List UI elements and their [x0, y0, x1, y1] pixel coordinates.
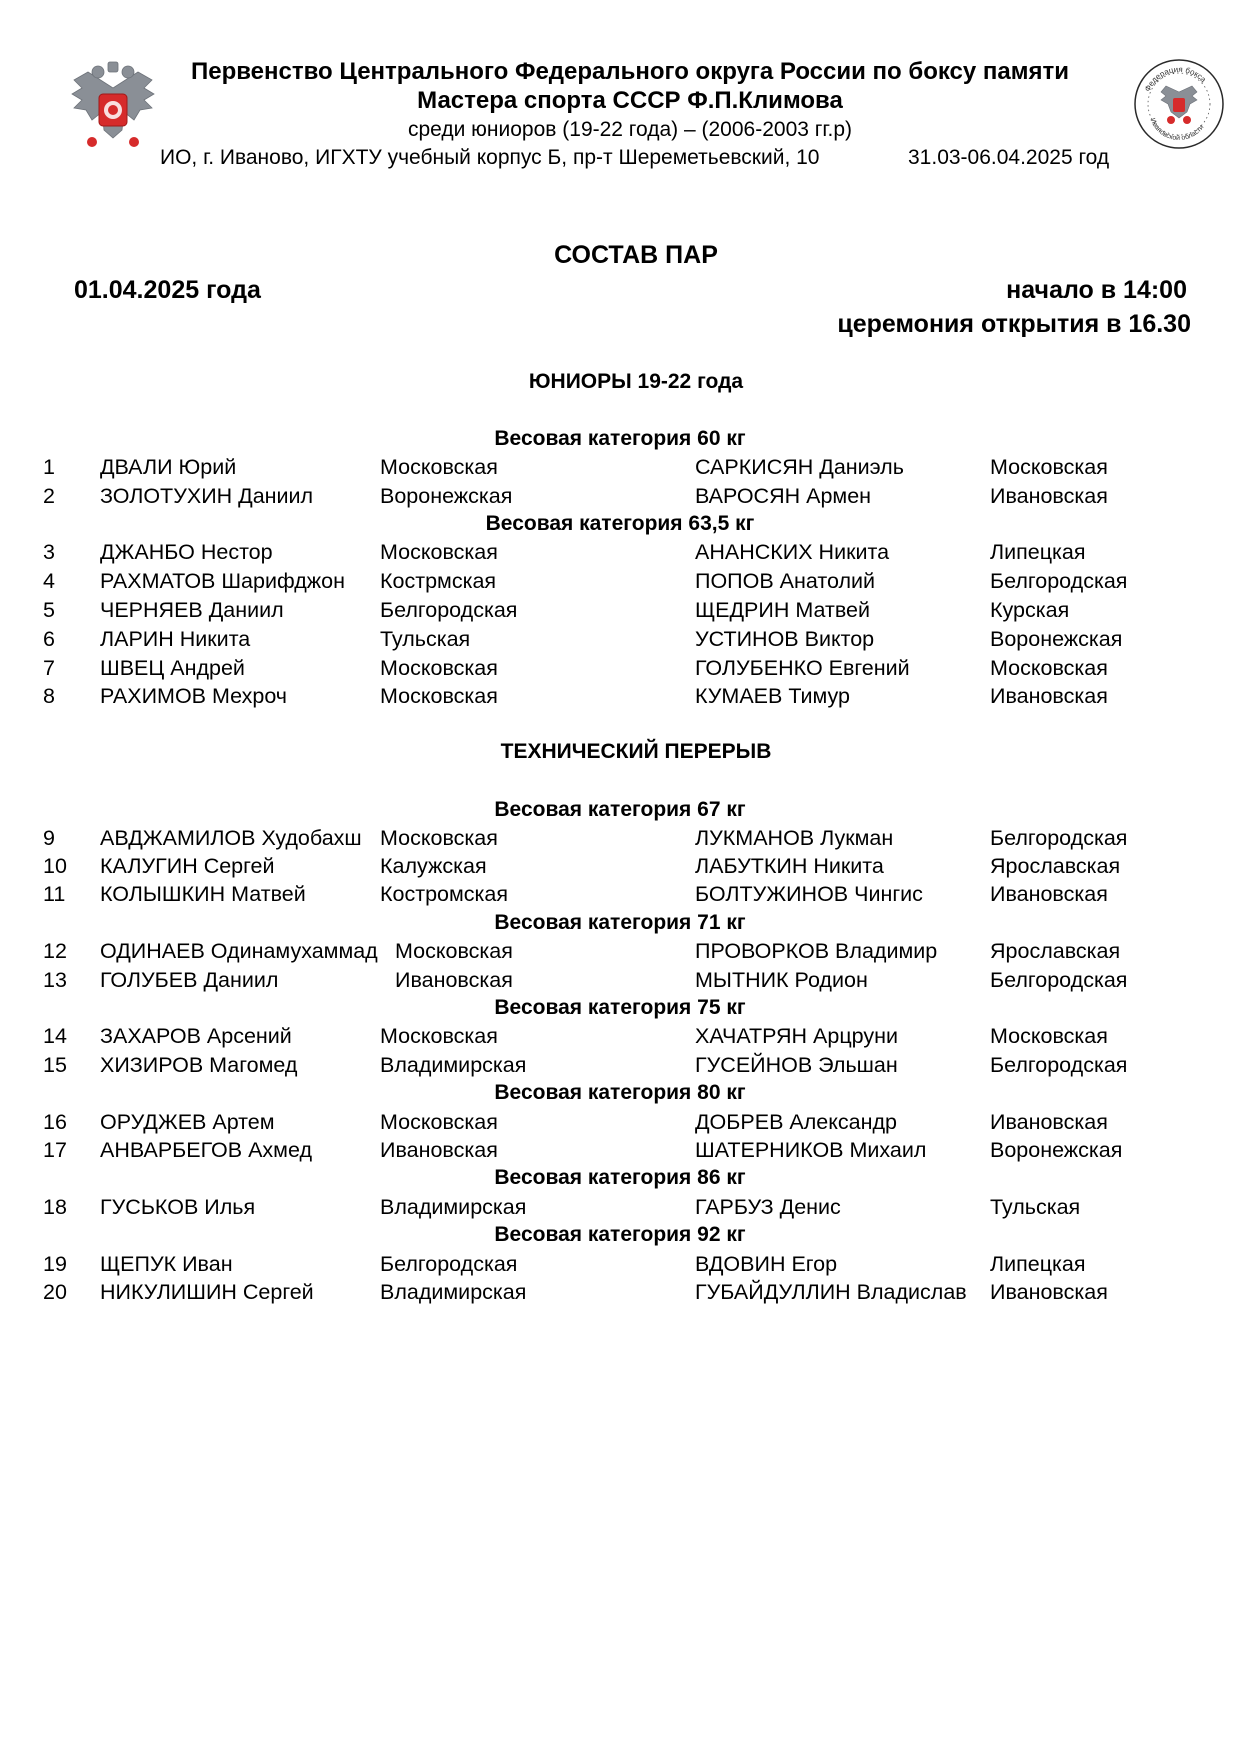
weight-category-heading: Весовая категория 71 кг [494, 911, 746, 934]
bout-number: 18 [43, 1195, 67, 1219]
bout-number: 11 [43, 882, 66, 906]
blue-corner-boxer: УСТИНОВ Виктор [695, 627, 875, 651]
red-corner-region: Московская [380, 656, 498, 680]
federation-emblem-left [68, 58, 158, 150]
red-corner-boxer: АНВАРБЕГОВ Ахмед [100, 1138, 312, 1162]
bout-number: 2 [43, 484, 55, 508]
bout-number: 16 [43, 1110, 67, 1134]
red-corner-region: Владимирская [380, 1053, 527, 1077]
blue-corner-boxer: САРКИСЯН Даниэль [695, 455, 904, 479]
bout-row [0, 455, 1241, 483]
red-corner-boxer: РАХМАТОВ Шарифджон [100, 569, 345, 593]
event-title-line-1: Первенство Центрального Федерального округа России по боксу памяти [190, 58, 1070, 85]
event-dates: 31.03-06.04.2025 год [908, 146, 1110, 169]
bout-row [0, 1110, 1241, 1138]
ceremony-time: церемония открытия в 16.30 [837, 310, 1191, 338]
blue-corner-boxer: ШАТЕРНИКОВ Михаил [695, 1138, 927, 1162]
blue-corner-region: Московская [990, 1024, 1108, 1048]
blue-corner-region: Ивановская [990, 684, 1108, 708]
red-corner-region: Московская [380, 1024, 498, 1048]
bout-number: 17 [43, 1138, 67, 1162]
blue-corner-boxer: ГАРБУЗ Денис [695, 1195, 841, 1219]
red-corner-region: Тульская [380, 627, 471, 651]
blue-corner-region: Липецкая [990, 1252, 1086, 1276]
weight-category-heading: Весовая категория 60 кг [494, 427, 746, 450]
bout-number: 12 [43, 939, 67, 963]
event-subtitle: среди юниоров (19-22 года) – (2006-2003 гг.р) [407, 118, 853, 141]
red-corner-region: Московская [380, 540, 498, 564]
red-corner-region: Владимирская [380, 1280, 527, 1304]
red-corner-boxer: ДВАЛИ Юрий [100, 455, 237, 479]
event-location: ИО, г. Иваново, ИГХТУ учебный корпус Б, пр-т Шереметьевский, 10 [160, 146, 820, 169]
bout-row [0, 1024, 1241, 1052]
blue-corner-region: Ярославская [990, 854, 1121, 878]
blue-corner-region: Белгородская [990, 569, 1128, 593]
bout-number: 8 [43, 684, 55, 708]
red-corner-boxer: ЗАХАРОВ Арсений [100, 1024, 292, 1048]
red-corner-boxer: ЩЕПУК Иван [100, 1252, 233, 1276]
blue-corner-boxer: ЛУКМАНОВ Лукман [695, 826, 894, 850]
bout-number: 19 [43, 1252, 67, 1276]
blue-corner-boxer: МЫТНИК Родион [695, 968, 868, 992]
weight-category-heading: Весовая категория 86 кг [494, 1166, 746, 1189]
bout-number: 20 [43, 1280, 67, 1304]
blue-corner-boxer: АНАНСКИХ Никита [695, 540, 890, 564]
red-corner-region: Костромская [380, 882, 509, 906]
bout-row [0, 1280, 1241, 1308]
bout-row [0, 627, 1241, 655]
bout-number: 4 [43, 569, 55, 593]
bout-row [0, 1138, 1241, 1166]
bout-row [0, 598, 1241, 626]
blue-corner-boxer: ВДОВИН Егор [695, 1252, 838, 1276]
svg-text:Федерация бокса: Федерация бокса [1142, 64, 1208, 94]
blue-corner-region: Липецкая [990, 540, 1086, 564]
red-corner-boxer: НИКУЛИШИН Сергей [100, 1280, 314, 1304]
blue-corner-boxer: ГУБАЙДУЛЛИН Владислав [695, 1280, 967, 1304]
red-corner-region: Владимирская [380, 1195, 527, 1219]
event-title-line-2: Мастера спорта СССР Ф.П.Климова [417, 87, 843, 114]
bout-number: 3 [43, 540, 55, 564]
technical-break-heading: ТЕХНИЧЕСКИЙ ПЕРЕРЫВ [500, 740, 772, 763]
blue-corner-region: Ивановская [990, 1110, 1108, 1134]
red-corner-region: Белгородская [380, 598, 518, 622]
svg-text:Ивановской области: Ивановской области [1148, 117, 1206, 143]
red-corner-region: Московская [380, 826, 498, 850]
blue-corner-region: Московская [990, 455, 1108, 479]
blue-corner-region: Белгородская [990, 826, 1128, 850]
blue-corner-boxer: ГУСЕЙНОВ Эльшан [695, 1053, 898, 1077]
bout-row [0, 1053, 1241, 1081]
red-corner-boxer: КОЛЫШКИН Матвей [100, 882, 306, 906]
blue-corner-boxer: ЛАБУТКИН Никита [695, 854, 884, 878]
red-corner-boxer: ХИЗИРОВ Магомед [100, 1053, 298, 1077]
blue-corner-region: Тульская [990, 1195, 1081, 1219]
bout-row [0, 854, 1241, 882]
weight-category-heading: Весовая категория 75 кг [494, 996, 746, 1019]
blue-corner-region: Курская [990, 598, 1070, 622]
red-corner-boxer: ШВЕЦ Андрей [100, 656, 245, 680]
red-corner-region: Калужская [380, 854, 487, 878]
bout-number: 13 [43, 968, 67, 992]
red-corner-boxer: ГОЛУБЕВ Даниил [100, 968, 279, 992]
weight-category-heading: Весовая категория 67 кг [494, 798, 746, 821]
bout-row [0, 968, 1241, 996]
bout-row [0, 540, 1241, 568]
bout-number: 6 [43, 627, 55, 651]
bout-row [0, 1195, 1241, 1223]
bout-date: 01.04.2025 года [74, 276, 261, 304]
bout-number: 5 [43, 598, 55, 622]
age-group-heading: ЮНИОРЫ 19-22 года [528, 370, 744, 393]
blue-corner-region: Ярославская [990, 939, 1121, 963]
red-corner-boxer: ЛАРИН Никита [100, 627, 251, 651]
red-corner-region: Московская [380, 684, 498, 708]
bout-number: 1 [43, 455, 55, 479]
blue-corner-region: Белгородская [990, 968, 1128, 992]
weight-category-heading: Весовая категория 92 кг [494, 1223, 746, 1246]
blue-corner-region: Белгородская [990, 1053, 1128, 1077]
blue-corner-region: Воронежская [990, 1138, 1123, 1162]
red-corner-region: Московская [380, 455, 498, 479]
start-time: начало в 14:00 [1006, 276, 1187, 304]
bout-number: 15 [43, 1053, 67, 1077]
bout-number: 14 [43, 1024, 67, 1048]
red-corner-region: Белгородская [380, 1252, 518, 1276]
red-corner-boxer: КАЛУГИН Сергей [100, 854, 275, 878]
bout-row [0, 484, 1241, 512]
blue-corner-region: Московская [990, 656, 1108, 680]
red-corner-boxer: АВДЖАМИЛОВ Худобахш [100, 826, 362, 850]
weight-category-heading: Весовая категория 80 кг [494, 1081, 746, 1104]
red-corner-region: Кострмская [380, 569, 497, 593]
bout-row [0, 569, 1241, 597]
bout-row [0, 684, 1241, 712]
red-corner-region: Московская [395, 939, 513, 963]
blue-corner-region: Ивановская [990, 1280, 1108, 1304]
blue-corner-boxer: ВАРОСЯН Армен [695, 484, 872, 508]
bout-row [0, 939, 1241, 967]
red-corner-boxer: ГУСЬКОВ Илья [100, 1195, 256, 1219]
red-corner-boxer: ОРУДЖЕВ Артем [100, 1110, 275, 1134]
blue-corner-boxer: КУМАЕВ Тимур [695, 684, 851, 708]
page-title: СОСТАВ ПАР [554, 241, 718, 269]
blue-corner-region: Ивановская [990, 882, 1108, 906]
federation-emblem-right [1133, 58, 1225, 150]
red-corner-boxer: РАХИМОВ Мехроч [100, 684, 288, 708]
red-corner-region: Ивановская [395, 968, 513, 992]
bout-row [0, 1252, 1241, 1280]
blue-corner-boxer: ЩЕДРИН Матвей [695, 598, 870, 622]
blue-corner-boxer: БОЛТУЖИНОВ Чингис [695, 882, 923, 906]
blue-corner-region: Воронежская [990, 627, 1123, 651]
bout-number: 10 [43, 854, 67, 878]
weight-category-heading: Весовая категория 63,5 кг [485, 512, 755, 535]
bout-row [0, 656, 1241, 684]
bout-row [0, 826, 1241, 854]
blue-corner-boxer: ПОПОВ Анатолий [695, 569, 876, 593]
blue-corner-region: Ивановская [990, 484, 1108, 508]
bout-number: 9 [43, 826, 55, 850]
red-corner-boxer: ОДИНАЕВ Одинамухаммад [100, 939, 378, 963]
red-corner-region: Ивановская [380, 1138, 498, 1162]
bout-row [0, 882, 1241, 910]
blue-corner-boxer: ГОЛУБЕНКО Евгений [695, 656, 910, 680]
red-corner-boxer: ЧЕРНЯЕВ Даниил [100, 598, 284, 622]
red-corner-region: Московская [380, 1110, 498, 1134]
red-corner-boxer: ДЖАНБО Нестор [100, 540, 273, 564]
blue-corner-boxer: ДОБРЕВ Александр [695, 1110, 897, 1134]
blue-corner-boxer: ХАЧАТРЯН Арцруни [695, 1024, 898, 1048]
blue-corner-boxer: ПРОВОРКОВ Владимир [695, 939, 938, 963]
red-corner-boxer: ЗОЛОТУХИН Даниил [100, 484, 314, 508]
red-corner-region: Воронежская [380, 484, 513, 508]
bout-number: 7 [43, 656, 55, 680]
